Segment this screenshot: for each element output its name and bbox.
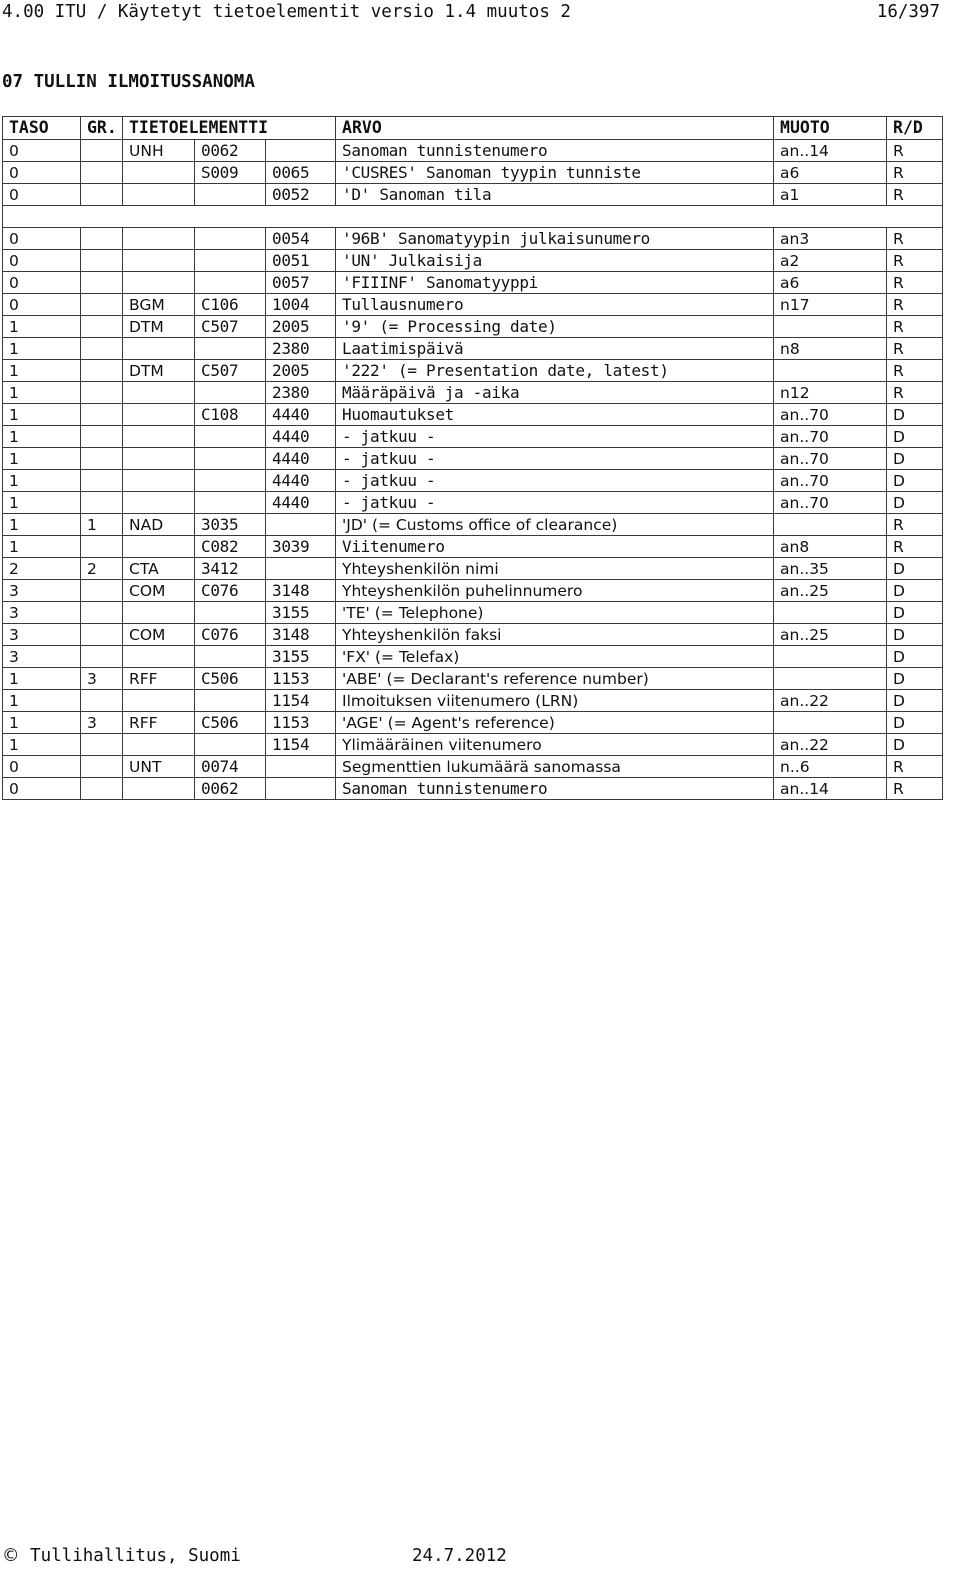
data-element-table bbox=[2, 116, 943, 800]
table-row bbox=[3, 514, 943, 536]
cell-element: 3155 bbox=[266, 646, 336, 668]
cell-element bbox=[266, 778, 336, 800]
table-row bbox=[3, 228, 943, 250]
cell-muoto: an..70 bbox=[774, 426, 887, 448]
cell-composite: S009 bbox=[195, 162, 266, 184]
cell-composite bbox=[195, 448, 266, 470]
cell-segment bbox=[123, 382, 195, 404]
cell-gr bbox=[81, 426, 123, 448]
cell-taso: 1 bbox=[3, 712, 81, 734]
cell-arvo: Yhteyshenkilön faksi bbox=[336, 624, 774, 646]
cell-taso: 3 bbox=[3, 646, 81, 668]
column-header-arvo: ARVO bbox=[336, 117, 774, 140]
table-row bbox=[3, 140, 943, 162]
cell-element: 2005 bbox=[266, 316, 336, 338]
table-row bbox=[3, 382, 943, 404]
cell-segment: CTA bbox=[123, 558, 195, 580]
cell-composite: C076 bbox=[195, 624, 266, 646]
cell-rd: R bbox=[887, 250, 943, 272]
table-row bbox=[3, 536, 943, 558]
cell-composite bbox=[195, 690, 266, 712]
cell-taso: 0 bbox=[3, 294, 81, 316]
table-row bbox=[3, 580, 943, 602]
cell-composite bbox=[195, 382, 266, 404]
cell-arvo: '222' (= Presentation date, latest) bbox=[336, 360, 774, 382]
cell-muoto: an..14 bbox=[774, 140, 887, 162]
cell-composite: C108 bbox=[195, 404, 266, 426]
cell-segment bbox=[123, 184, 195, 206]
cell-rd: D bbox=[887, 624, 943, 646]
cell-gr bbox=[81, 272, 123, 294]
cell-element: 1154 bbox=[266, 734, 336, 756]
cell-gr bbox=[81, 690, 123, 712]
cell-taso: 0 bbox=[3, 250, 81, 272]
table-row bbox=[3, 690, 943, 712]
cell-rd: D bbox=[887, 602, 943, 624]
table-row bbox=[3, 668, 943, 690]
table-row bbox=[3, 184, 943, 206]
cell-segment bbox=[123, 646, 195, 668]
cell-segment bbox=[123, 470, 195, 492]
cell-composite: 3035 bbox=[195, 514, 266, 536]
cell-gr bbox=[81, 316, 123, 338]
cell-segment: DTM bbox=[123, 360, 195, 382]
cell-taso: 1 bbox=[3, 690, 81, 712]
column-header-taso: TASO bbox=[3, 117, 81, 140]
cell-segment bbox=[123, 536, 195, 558]
cell-muoto: an..70 bbox=[774, 492, 887, 514]
cell-composite bbox=[195, 734, 266, 756]
cell-arvo: - jatkuu - bbox=[336, 470, 774, 492]
cell-gr bbox=[81, 228, 123, 250]
cell-composite: C506 bbox=[195, 668, 266, 690]
cell-segment: UNH bbox=[123, 140, 195, 162]
cell-composite bbox=[195, 338, 266, 360]
cell-gr: 3 bbox=[81, 712, 123, 734]
cell-element bbox=[266, 514, 336, 536]
table-row bbox=[3, 426, 943, 448]
table-row bbox=[3, 162, 943, 184]
cell-muoto: a6 bbox=[774, 272, 887, 294]
cell-composite bbox=[195, 184, 266, 206]
cell-gr: 3 bbox=[81, 668, 123, 690]
cell-element: 0065 bbox=[266, 162, 336, 184]
cell-segment: UNT bbox=[123, 756, 195, 778]
cell-taso: 1 bbox=[3, 404, 81, 426]
cell-rd: D bbox=[887, 668, 943, 690]
cell-rd: R bbox=[887, 184, 943, 206]
cell-arvo: 'D' Sanoman tila bbox=[336, 184, 774, 206]
cell-segment bbox=[123, 162, 195, 184]
cell-taso: 1 bbox=[3, 492, 81, 514]
cell-arvo: '9' (= Processing date) bbox=[336, 316, 774, 338]
cell-segment: NAD bbox=[123, 514, 195, 536]
cell-taso: 1 bbox=[3, 316, 81, 338]
cell-gr bbox=[81, 734, 123, 756]
table-row bbox=[3, 338, 943, 360]
cell-rd: D bbox=[887, 712, 943, 734]
cell-muoto: an..25 bbox=[774, 580, 887, 602]
cell-rd: R bbox=[887, 228, 943, 250]
cell-segment bbox=[123, 690, 195, 712]
cell-rd: R bbox=[887, 514, 943, 536]
cell-muoto: n8 bbox=[774, 338, 887, 360]
cell-gr bbox=[81, 624, 123, 646]
cell-taso: 3 bbox=[3, 624, 81, 646]
cell-gr bbox=[81, 492, 123, 514]
cell-segment: DTM bbox=[123, 316, 195, 338]
cell-arvo: 'FIIINF' Sanomatyyppi bbox=[336, 272, 774, 294]
cell-muoto: an..22 bbox=[774, 690, 887, 712]
cell-arvo: Ilmoituksen viitenumero (LRN) bbox=[336, 690, 774, 712]
cell-segment bbox=[123, 338, 195, 360]
cell-element: 3148 bbox=[266, 624, 336, 646]
cell-taso: 3 bbox=[3, 580, 81, 602]
table-row bbox=[3, 624, 943, 646]
cell-composite: 0074 bbox=[195, 756, 266, 778]
cell-muoto: an..70 bbox=[774, 470, 887, 492]
cell-composite bbox=[195, 426, 266, 448]
cell-composite bbox=[195, 492, 266, 514]
cell-taso: 1 bbox=[3, 734, 81, 756]
cell-muoto: n..6 bbox=[774, 756, 887, 778]
cell-rd: R bbox=[887, 294, 943, 316]
cell-composite: C106 bbox=[195, 294, 266, 316]
cell-rd: D bbox=[887, 492, 943, 514]
table-row bbox=[3, 316, 943, 338]
cell-gr: 2 bbox=[81, 558, 123, 580]
cell-gr bbox=[81, 250, 123, 272]
cell-segment bbox=[123, 228, 195, 250]
cell-element bbox=[266, 558, 336, 580]
cell-gr bbox=[81, 382, 123, 404]
cell-gr bbox=[81, 448, 123, 470]
spacer-cell bbox=[3, 206, 943, 228]
cell-element: 0057 bbox=[266, 272, 336, 294]
cell-arvo: Yhteyshenkilön puhelinnumero bbox=[336, 580, 774, 602]
table-row bbox=[3, 272, 943, 294]
cell-composite bbox=[195, 250, 266, 272]
cell-taso: 0 bbox=[3, 162, 81, 184]
table-row bbox=[3, 778, 943, 800]
table-row bbox=[3, 734, 943, 756]
cell-segment: RFF bbox=[123, 668, 195, 690]
cell-composite: C507 bbox=[195, 316, 266, 338]
table-row bbox=[3, 712, 943, 734]
cell-composite: C076 bbox=[195, 580, 266, 602]
cell-muoto bbox=[774, 602, 887, 624]
cell-arvo: 'TE' (= Telephone) bbox=[336, 602, 774, 624]
cell-composite: C082 bbox=[195, 536, 266, 558]
cell-rd: D bbox=[887, 558, 943, 580]
section-title: 07 TULLIN ILMOITUSSANOMA bbox=[2, 72, 255, 92]
cell-element: 2380 bbox=[266, 338, 336, 360]
cell-element: 0052 bbox=[266, 184, 336, 206]
cell-gr bbox=[81, 756, 123, 778]
cell-gr bbox=[81, 646, 123, 668]
table-row bbox=[3, 250, 943, 272]
cell-arvo: Viitenumero bbox=[336, 536, 774, 558]
cell-rd: R bbox=[887, 338, 943, 360]
cell-muoto: a2 bbox=[774, 250, 887, 272]
cell-element: 4440 bbox=[266, 492, 336, 514]
table-row bbox=[3, 558, 943, 580]
cell-gr bbox=[81, 162, 123, 184]
column-header-muoto: MUOTO bbox=[774, 117, 887, 140]
cell-arvo: Ylimääräinen viitenumero bbox=[336, 734, 774, 756]
cell-segment: COM bbox=[123, 580, 195, 602]
cell-gr: 1 bbox=[81, 514, 123, 536]
cell-taso: 0 bbox=[3, 140, 81, 162]
cell-segment: COM bbox=[123, 624, 195, 646]
cell-taso: 1 bbox=[3, 536, 81, 558]
cell-element: 1004 bbox=[266, 294, 336, 316]
cell-arvo: 'JD' (= Customs office of clearance) bbox=[336, 514, 774, 536]
cell-taso: 1 bbox=[3, 668, 81, 690]
cell-taso: 1 bbox=[3, 360, 81, 382]
cell-composite: 3412 bbox=[195, 558, 266, 580]
cell-rd: D bbox=[887, 580, 943, 602]
cell-element bbox=[266, 756, 336, 778]
page-footer bbox=[2, 1546, 942, 1576]
cell-element: 3155 bbox=[266, 602, 336, 624]
cell-taso: 0 bbox=[3, 272, 81, 294]
cell-muoto: n17 bbox=[774, 294, 887, 316]
cell-gr bbox=[81, 404, 123, 426]
cell-arvo: - jatkuu - bbox=[336, 426, 774, 448]
cell-arvo: 'AGE' (= Agent's reference) bbox=[336, 712, 774, 734]
cell-taso: 1 bbox=[3, 470, 81, 492]
cell-muoto: an..70 bbox=[774, 404, 887, 426]
cell-rd: R bbox=[887, 536, 943, 558]
cell-arvo: Yhteyshenkilön nimi bbox=[336, 558, 774, 580]
cell-muoto: an..14 bbox=[774, 778, 887, 800]
cell-muoto: an..35 bbox=[774, 558, 887, 580]
cell-composite: 0062 bbox=[195, 778, 266, 800]
cell-taso: 1 bbox=[3, 448, 81, 470]
cell-element: 1153 bbox=[266, 712, 336, 734]
cell-taso: 1 bbox=[3, 338, 81, 360]
cell-element: 0054 bbox=[266, 228, 336, 250]
cell-element: 1153 bbox=[266, 668, 336, 690]
cell-rd: R bbox=[887, 162, 943, 184]
table-row bbox=[3, 602, 943, 624]
cell-gr bbox=[81, 536, 123, 558]
cell-segment bbox=[123, 272, 195, 294]
table-row bbox=[3, 448, 943, 470]
column-header-gr: GR. bbox=[81, 117, 123, 140]
cell-arvo: Määräpäivä ja -aika bbox=[336, 382, 774, 404]
cell-arvo: - jatkuu - bbox=[336, 492, 774, 514]
cell-gr bbox=[81, 602, 123, 624]
cell-muoto bbox=[774, 514, 887, 536]
cell-element: 4440 bbox=[266, 470, 336, 492]
cell-gr bbox=[81, 184, 123, 206]
footer-organization: Tullihallitus, Suomi bbox=[30, 1546, 241, 1566]
cell-gr bbox=[81, 470, 123, 492]
cell-segment bbox=[123, 426, 195, 448]
cell-element: 3039 bbox=[266, 536, 336, 558]
cell-composite bbox=[195, 602, 266, 624]
cell-rd: R bbox=[887, 316, 943, 338]
footer-date: 24.7.2012 bbox=[412, 1546, 507, 1566]
cell-gr bbox=[81, 338, 123, 360]
cell-rd: R bbox=[887, 382, 943, 404]
table-header-row bbox=[3, 117, 943, 140]
cell-segment bbox=[123, 404, 195, 426]
cell-arvo: '96B' Sanomatyypin julkaisunumero bbox=[336, 228, 774, 250]
cell-composite: 0062 bbox=[195, 140, 266, 162]
cell-element: 3148 bbox=[266, 580, 336, 602]
cell-muoto: a6 bbox=[774, 162, 887, 184]
cell-taso: 1 bbox=[3, 382, 81, 404]
cell-taso: 3 bbox=[3, 602, 81, 624]
cell-segment bbox=[123, 492, 195, 514]
cell-gr bbox=[81, 140, 123, 162]
cell-element bbox=[266, 140, 336, 162]
cell-arvo: Sanoman tunnistenumero bbox=[336, 778, 774, 800]
cell-muoto bbox=[774, 360, 887, 382]
cell-segment: RFF bbox=[123, 712, 195, 734]
table-row bbox=[3, 646, 943, 668]
cell-segment bbox=[123, 448, 195, 470]
cell-rd: R bbox=[887, 778, 943, 800]
cell-muoto: an3 bbox=[774, 228, 887, 250]
cell-gr bbox=[81, 580, 123, 602]
cell-taso: 0 bbox=[3, 228, 81, 250]
cell-rd: D bbox=[887, 448, 943, 470]
cell-muoto bbox=[774, 668, 887, 690]
cell-composite bbox=[195, 272, 266, 294]
cell-segment bbox=[123, 778, 195, 800]
cell-gr bbox=[81, 778, 123, 800]
cell-arvo: 'CUSRES' Sanoman tyypin tunniste bbox=[336, 162, 774, 184]
cell-rd: R bbox=[887, 140, 943, 162]
cell-arvo: - jatkuu - bbox=[336, 448, 774, 470]
cell-element: 4440 bbox=[266, 426, 336, 448]
cell-rd: D bbox=[887, 646, 943, 668]
cell-element: 4440 bbox=[266, 448, 336, 470]
cell-taso: 2 bbox=[3, 558, 81, 580]
cell-arvo: Sanoman tunnistenumero bbox=[336, 140, 774, 162]
page-number: 16/397 bbox=[876, 2, 940, 22]
cell-segment: BGM bbox=[123, 294, 195, 316]
cell-rd: D bbox=[887, 734, 943, 756]
cell-rd: D bbox=[887, 690, 943, 712]
cell-taso: 1 bbox=[3, 514, 81, 536]
cell-element: 1154 bbox=[266, 690, 336, 712]
table-row bbox=[3, 404, 943, 426]
cell-composite bbox=[195, 228, 266, 250]
cell-segment bbox=[123, 734, 195, 756]
cell-arvo: Huomautukset bbox=[336, 404, 774, 426]
cell-rd: R bbox=[887, 756, 943, 778]
table-body bbox=[3, 140, 943, 800]
table-row bbox=[3, 360, 943, 382]
cell-element: 4440 bbox=[266, 404, 336, 426]
column-header-rd: R/D bbox=[887, 117, 943, 140]
cell-composite: C507 bbox=[195, 360, 266, 382]
cell-arvo: 'ABE' (= Declarant's reference number) bbox=[336, 668, 774, 690]
table-row bbox=[3, 756, 943, 778]
cell-arvo: Segmenttien lukumäärä sanomassa bbox=[336, 756, 774, 778]
cell-segment bbox=[123, 602, 195, 624]
cell-arvo: Laatimispäivä bbox=[336, 338, 774, 360]
cell-composite bbox=[195, 470, 266, 492]
table-row bbox=[3, 294, 943, 316]
cell-muoto bbox=[774, 646, 887, 668]
cell-muoto: an..25 bbox=[774, 624, 887, 646]
cell-taso: 1 bbox=[3, 426, 81, 448]
cell-segment bbox=[123, 250, 195, 272]
cell-taso: 0 bbox=[3, 778, 81, 800]
cell-composite bbox=[195, 646, 266, 668]
table-row bbox=[3, 470, 943, 492]
cell-muoto: n12 bbox=[774, 382, 887, 404]
cell-muoto: a1 bbox=[774, 184, 887, 206]
table-spacer-row bbox=[3, 206, 943, 228]
cell-rd: D bbox=[887, 470, 943, 492]
copyright-icon: © bbox=[2, 1546, 20, 1566]
page-header bbox=[2, 0, 940, 28]
cell-element: 2005 bbox=[266, 360, 336, 382]
cell-rd: R bbox=[887, 360, 943, 382]
cell-arvo: 'UN' Julkaisija bbox=[336, 250, 774, 272]
cell-rd: D bbox=[887, 404, 943, 426]
cell-muoto: an8 bbox=[774, 536, 887, 558]
cell-arvo: Tullausnumero bbox=[336, 294, 774, 316]
cell-taso: 0 bbox=[3, 756, 81, 778]
cell-rd: R bbox=[887, 272, 943, 294]
document-title: 4.00 ITU / Käytetyt tietoelementit versio 1.4 muutos 2 bbox=[2, 2, 571, 22]
cell-element: 2380 bbox=[266, 382, 336, 404]
column-header-tietoelementti: TIETOELEMENTTI bbox=[123, 117, 336, 140]
cell-muoto: an..70 bbox=[774, 448, 887, 470]
cell-muoto bbox=[774, 316, 887, 338]
cell-gr bbox=[81, 294, 123, 316]
cell-gr bbox=[81, 360, 123, 382]
cell-muoto bbox=[774, 712, 887, 734]
table-row bbox=[3, 492, 943, 514]
cell-rd: D bbox=[887, 426, 943, 448]
cell-composite: C506 bbox=[195, 712, 266, 734]
cell-arvo: 'FX' (= Telefax) bbox=[336, 646, 774, 668]
cell-element: 0051 bbox=[266, 250, 336, 272]
cell-muoto: an..22 bbox=[774, 734, 887, 756]
cell-taso: 0 bbox=[3, 184, 81, 206]
